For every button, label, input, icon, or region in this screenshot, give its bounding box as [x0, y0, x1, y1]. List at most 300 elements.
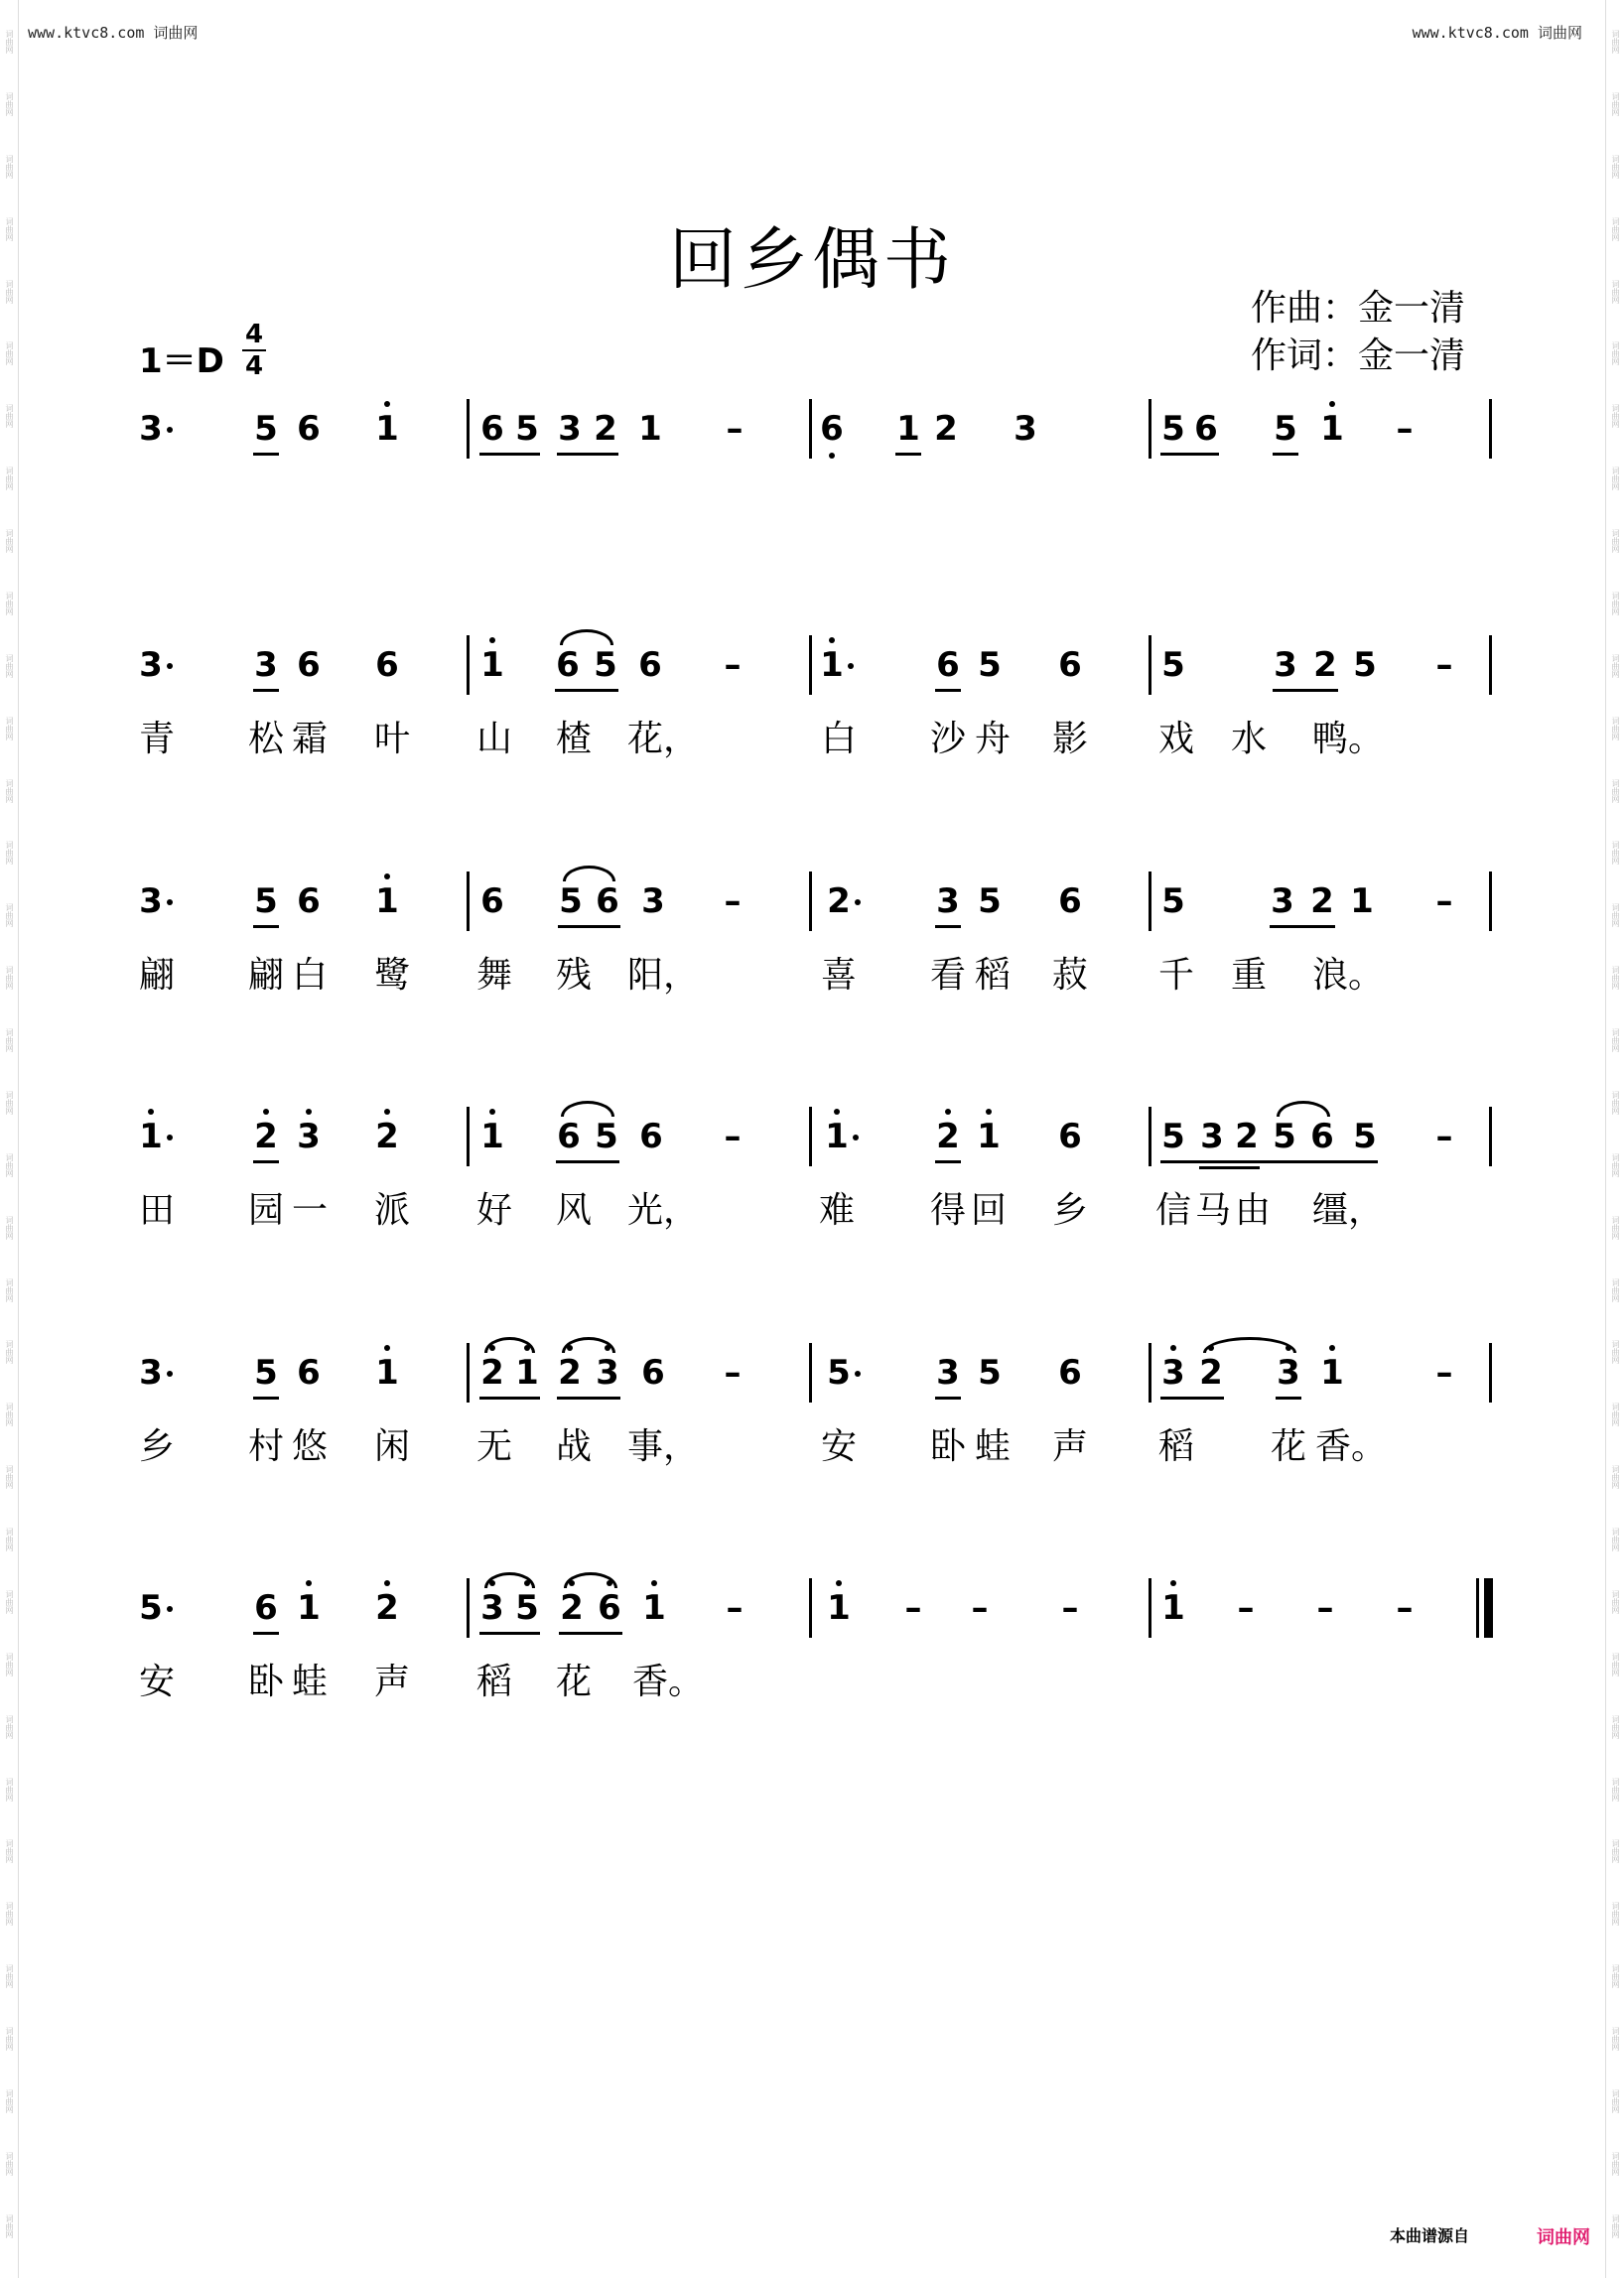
- note: [592, 645, 619, 685]
- watermark-text: 词曲网: [5, 404, 14, 429]
- octave-up-dot: [1170, 1580, 1176, 1586]
- lyric-char: 阳，: [627, 955, 700, 996]
- note-text: 1: [1350, 881, 1374, 921]
- note-text: 3: [139, 881, 163, 921]
- footer-site-logo[interactable]: 词曲网: [1537, 2227, 1590, 2248]
- song-title: 回乡偶书: [668, 221, 955, 300]
- note-text: 6: [820, 409, 844, 449]
- note: [295, 881, 323, 921]
- lyric-char: 无: [475, 1426, 512, 1467]
- watermark-text: 词曲网: [5, 1714, 14, 1739]
- note: [373, 1117, 401, 1156]
- note-text: –: [724, 645, 742, 685]
- octave-up-dot: [986, 1109, 992, 1115]
- note-text: –: [1435, 1117, 1453, 1156]
- note-text: 6: [638, 645, 662, 685]
- lyric-char: 残: [555, 955, 592, 996]
- note-text: 1: [642, 1588, 666, 1628]
- beam-underline: [1273, 453, 1298, 456]
- barline: [467, 1578, 470, 1638]
- note: [1192, 409, 1220, 449]
- note: [1269, 881, 1296, 921]
- watermark-text: 词曲网: [1611, 216, 1620, 241]
- footer-source: 本曲谱源自: [1390, 2226, 1470, 2245]
- note: [1159, 1117, 1187, 1156]
- lyric-char: 楂: [555, 719, 592, 759]
- note-text: 1: [375, 881, 399, 921]
- watermark-text: 词曲网: [1611, 1215, 1620, 1240]
- beam-underline: [558, 925, 620, 928]
- lyric-char: 香。: [1315, 1426, 1388, 1467]
- barline: [467, 1343, 470, 1403]
- note-text: 3: [596, 1353, 619, 1393]
- note: [478, 1117, 506, 1156]
- note-text: 1: [977, 1117, 1001, 1156]
- note-text: 2: [1235, 1117, 1259, 1156]
- note: [1056, 1353, 1084, 1393]
- watermark-text: 词曲网: [1611, 1589, 1620, 1614]
- header-site-left[interactable]: www.ktvc8.com 词曲网: [28, 24, 199, 42]
- note: [932, 409, 960, 449]
- barline: [809, 1578, 812, 1638]
- lyric-char: 霜: [291, 719, 328, 759]
- watermark-text: 词曲网: [1611, 30, 1620, 54]
- lyric-char: 翩: [138, 955, 175, 996]
- octave-up-dot: [1329, 401, 1335, 407]
- watermark-text: 词曲网: [1611, 1340, 1620, 1365]
- barline: [809, 1107, 812, 1166]
- beam-underline: [253, 1397, 279, 1400]
- watermark-text: 词曲网: [1611, 841, 1620, 866]
- dash-note: [1056, 1588, 1084, 1628]
- lyric-char: 看: [929, 955, 966, 996]
- note-text: 1: [375, 409, 399, 449]
- note-text: 2: [560, 1588, 584, 1628]
- lyric-char: 喜: [820, 955, 857, 996]
- score-line: [0, 1588, 1624, 1787]
- note-text: 1: [896, 409, 920, 449]
- dash-note: [1232, 1588, 1260, 1628]
- watermark-text: 词曲网: [1611, 2213, 1620, 2238]
- watermark-text: 词曲网: [5, 1152, 14, 1177]
- lyric-char: 稻: [475, 1662, 512, 1702]
- slur-arc: [1277, 1101, 1330, 1117]
- barline: [1489, 399, 1492, 459]
- octave-up-dot: [384, 1580, 390, 1586]
- note: [593, 1117, 620, 1156]
- note-text: –: [1435, 881, 1453, 921]
- note: [556, 1353, 584, 1393]
- barline: [467, 635, 470, 695]
- note: [976, 881, 1004, 921]
- note-text: 1: [1320, 409, 1344, 449]
- watermark-text: 词曲网: [5, 1090, 14, 1115]
- lyric-char: 菽: [1051, 955, 1088, 996]
- note: [1272, 409, 1299, 449]
- note: [478, 409, 506, 449]
- barline: [1149, 1107, 1151, 1166]
- final-barline: [1484, 1578, 1493, 1638]
- note-text: 2: [480, 1353, 504, 1393]
- lyric-char: 卧: [247, 1662, 284, 1702]
- composer-credit: 作曲：金一清: [1251, 288, 1466, 329]
- lyric-char: 乡: [1051, 1190, 1088, 1231]
- octave-up-dot: [384, 401, 390, 407]
- lyric-char: 舞: [475, 955, 512, 996]
- note: [639, 1353, 667, 1393]
- note-text: 1: [638, 409, 662, 449]
- note: [1351, 1117, 1379, 1156]
- note: [823, 1117, 851, 1156]
- beam-underline: [1160, 1160, 1378, 1163]
- note: [1271, 1117, 1298, 1156]
- note: [555, 1117, 583, 1156]
- dash-note: [899, 1588, 927, 1628]
- barline: [809, 871, 812, 931]
- note-text: 1: [820, 645, 844, 685]
- note: [594, 881, 621, 921]
- lyric-char: 鸭。: [1312, 719, 1385, 759]
- note-text: 6: [297, 1353, 321, 1393]
- beam-underline: [253, 1632, 279, 1635]
- note-text: –: [1061, 1588, 1079, 1628]
- watermark-text: 词曲网: [5, 1277, 14, 1302]
- lyric-char: 悠: [291, 1426, 328, 1467]
- note: [976, 1353, 1004, 1393]
- dash-note: [719, 1353, 746, 1393]
- note: [558, 1588, 586, 1628]
- note-text: 6: [480, 881, 504, 921]
- beam-underline: [935, 1397, 961, 1400]
- beam-underline: [253, 453, 279, 456]
- lyric-char: 声: [1051, 1426, 1088, 1467]
- lyric-char: 沙: [929, 719, 966, 759]
- note-text: 6: [596, 881, 619, 921]
- octave-up-dot: [148, 1109, 154, 1115]
- lyric-char: 难: [818, 1190, 855, 1231]
- note: [1056, 645, 1084, 685]
- note-text: –: [726, 409, 744, 449]
- slur-arc: [564, 1572, 617, 1588]
- lyric-char: 乡: [138, 1426, 175, 1467]
- beam-underline-double: [1199, 1166, 1260, 1169]
- lyric-char: 田: [138, 1190, 175, 1231]
- note-text: 5: [139, 1588, 163, 1628]
- note-text: 5: [254, 409, 278, 449]
- note: [934, 1117, 962, 1156]
- note-text: –: [904, 1588, 922, 1628]
- barline: [1489, 1343, 1492, 1403]
- note-text: 6: [375, 645, 399, 685]
- dash-note: [1311, 1588, 1339, 1628]
- watermark-text: 词曲网: [5, 778, 14, 803]
- note: [1351, 645, 1379, 685]
- lyric-char: 光，: [627, 1190, 700, 1231]
- note: [640, 1588, 668, 1628]
- note: [513, 409, 541, 449]
- note: [513, 1588, 541, 1628]
- note: [1012, 409, 1039, 449]
- note: [137, 1117, 165, 1156]
- watermark-text: 词曲网: [1611, 341, 1620, 366]
- lyric-char: 好: [475, 1190, 512, 1231]
- note-text: 6: [598, 1588, 621, 1628]
- watermark-text: 词曲网: [1611, 529, 1620, 553]
- lyric-char: 信: [1154, 1190, 1191, 1231]
- note: [478, 1588, 506, 1628]
- augmentation-dot: [167, 1135, 173, 1140]
- note: [976, 645, 1004, 685]
- watermark-text: 词曲网: [1611, 1277, 1620, 1302]
- watermark-text: 词曲网: [1611, 1839, 1620, 1864]
- watermark-text: 词曲网: [5, 2213, 14, 2238]
- note: [1159, 881, 1187, 921]
- lyric-char: 由: [1234, 1190, 1271, 1231]
- note-text: 5: [1353, 645, 1377, 685]
- lyric-char: 松: [247, 719, 284, 759]
- beam-underline: [1160, 1397, 1224, 1400]
- barline: [467, 399, 470, 459]
- note: [373, 881, 401, 921]
- note-text: –: [1316, 1588, 1334, 1628]
- note-text: 2: [254, 1117, 278, 1156]
- slur-arc: [561, 1101, 614, 1117]
- note-text: 1: [515, 1353, 539, 1393]
- note-text: –: [1435, 645, 1453, 685]
- lyric-char: 稻: [974, 955, 1011, 996]
- note-text: 5: [827, 1353, 851, 1393]
- dash-note: [1430, 1117, 1458, 1156]
- note: [1198, 1117, 1226, 1156]
- watermark-text: 词曲网: [1611, 1964, 1620, 1989]
- watermark-text: 词曲网: [1611, 91, 1620, 116]
- note-text: 5: [1161, 881, 1185, 921]
- note-text: 5: [515, 409, 539, 449]
- note-text: 6: [639, 1117, 663, 1156]
- watermark-text: 词曲网: [5, 467, 14, 491]
- lyric-char: 园: [247, 1190, 284, 1231]
- lyric-char: 事，: [627, 1426, 700, 1467]
- dash-note: [719, 1117, 746, 1156]
- lyric-char: 一: [291, 1190, 328, 1231]
- barline: [1489, 871, 1492, 931]
- note-text: 1: [139, 1117, 163, 1156]
- note-text: 5: [1161, 409, 1185, 449]
- note: [478, 645, 506, 685]
- note-text: 5: [594, 645, 617, 685]
- note-text: 3: [139, 409, 163, 449]
- augmentation-dot: [167, 1371, 173, 1377]
- watermark-text: 词曲网: [5, 966, 14, 991]
- watermark-text: 词曲网: [1611, 1028, 1620, 1052]
- note: [557, 881, 585, 921]
- header-site-right[interactable]: www.ktvc8.com 词曲网: [1412, 24, 1582, 42]
- note-text: –: [724, 881, 742, 921]
- note: [1056, 1117, 1084, 1156]
- note-text: 2: [558, 1353, 582, 1393]
- note-text: 6: [641, 1353, 665, 1393]
- note-text: 1: [480, 645, 504, 685]
- slur-arc: [484, 1337, 535, 1353]
- note-text: 3: [1274, 645, 1297, 685]
- note-text: 2: [936, 1117, 960, 1156]
- note: [295, 409, 323, 449]
- watermark-text: 词曲网: [5, 841, 14, 866]
- note-text: 1: [1320, 1353, 1344, 1393]
- lyric-char: 得: [929, 1190, 966, 1231]
- lyric-char: 叶: [373, 719, 410, 759]
- note: [373, 1588, 401, 1628]
- lyric-char: 安: [138, 1662, 175, 1702]
- watermark-text: 词曲网: [1611, 903, 1620, 928]
- lyric-char: 白: [291, 955, 328, 996]
- barline: [1149, 635, 1151, 695]
- note-text: 5: [1161, 645, 1185, 685]
- lyric-char: 村: [247, 1426, 284, 1467]
- note-text: 1: [1161, 1588, 1185, 1628]
- watermark-text: 词曲网: [5, 2151, 14, 2176]
- beam-underline: [557, 453, 618, 456]
- note: [373, 1353, 401, 1393]
- lyric-char: 水: [1230, 719, 1267, 759]
- note: [137, 1353, 165, 1393]
- lyric-char: 白: [820, 719, 857, 759]
- augmentation-dot: [853, 1135, 859, 1140]
- octave-up-dot: [263, 1109, 269, 1115]
- note: [513, 1353, 541, 1393]
- note-text: –: [971, 1588, 989, 1628]
- watermark-text: 词曲网: [5, 1215, 14, 1240]
- watermark-text: 词曲网: [5, 653, 14, 678]
- note-text: –: [726, 1588, 744, 1628]
- lyric-char: 缰，: [1312, 1190, 1385, 1231]
- watermark-text: 词曲网: [1611, 966, 1620, 991]
- octave-up-dot: [651, 1580, 657, 1586]
- dash-note: [966, 1588, 994, 1628]
- barline: [1149, 399, 1151, 459]
- watermark-text: 词曲网: [1611, 2088, 1620, 2113]
- note: [1159, 409, 1187, 449]
- watermark-text: 词曲网: [5, 591, 14, 615]
- note-text: 6: [297, 881, 321, 921]
- lyric-char: 风: [555, 1190, 592, 1231]
- slur-arc: [1203, 1337, 1296, 1353]
- note: [639, 881, 667, 921]
- note-text: 2: [1313, 645, 1337, 685]
- lyric-char: 花: [555, 1662, 592, 1702]
- note-text: –: [1237, 1588, 1255, 1628]
- note-text: 2: [934, 409, 958, 449]
- lyricist-credit: 作词：金一清: [1251, 335, 1466, 376]
- watermark-text: 词曲网: [5, 903, 14, 928]
- dash-note: [719, 881, 746, 921]
- note: [636, 645, 664, 685]
- score-line: [0, 645, 1624, 844]
- watermark-text: 词曲网: [1611, 653, 1620, 678]
- beam-underline: [895, 453, 921, 456]
- beam-underline: [253, 925, 279, 928]
- note-text: 3: [641, 881, 665, 921]
- final-barline-thin: [1476, 1578, 1479, 1638]
- lyric-char: 花，: [627, 719, 700, 759]
- barline: [809, 1343, 812, 1403]
- slur-arc: [563, 866, 615, 881]
- note-text: –: [724, 1353, 742, 1393]
- lyric-char: 舟: [974, 719, 1011, 759]
- note-text: 3: [1200, 1117, 1224, 1156]
- note: [975, 1117, 1003, 1156]
- note-text: 3: [936, 1353, 960, 1393]
- augmentation-dot: [167, 899, 173, 905]
- watermark-text: 词曲网: [1611, 279, 1620, 304]
- note: [478, 1353, 506, 1393]
- note-text: 2: [594, 409, 617, 449]
- note-text: 3: [139, 645, 163, 685]
- watermark-text: 词曲网: [5, 1964, 14, 1989]
- note: [1159, 1588, 1187, 1628]
- note: [137, 645, 165, 685]
- note: [934, 881, 962, 921]
- note: [252, 409, 280, 449]
- watermark-text: 词曲网: [5, 1777, 14, 1802]
- watermark-text: 词曲网: [5, 1839, 14, 1864]
- lyric-char: 青: [138, 719, 175, 759]
- note: [295, 645, 323, 685]
- score-line: [0, 1353, 1624, 1551]
- dash-note: [1430, 1353, 1458, 1393]
- octave-up-dot: [945, 1109, 951, 1115]
- note-text: 1: [297, 1588, 321, 1628]
- watermark-text: 词曲网: [1611, 1528, 1620, 1551]
- barline: [1149, 1343, 1151, 1403]
- beam-underline: [479, 1397, 540, 1400]
- note: [825, 881, 853, 921]
- beam-underline: [253, 1160, 279, 1163]
- augmentation-dot: [855, 899, 861, 905]
- watermark-text: 词曲网: [5, 2027, 14, 2051]
- beam-underline: [479, 1632, 540, 1635]
- lyric-char: 蛙: [974, 1426, 1011, 1467]
- lyric-char: 派: [373, 1190, 410, 1231]
- note-text: 5: [1274, 409, 1297, 449]
- note-text: 5: [254, 881, 278, 921]
- note: [137, 881, 165, 921]
- octave-up-dot: [836, 1580, 842, 1586]
- note-text: 2: [375, 1117, 399, 1156]
- dash-note: [1391, 409, 1419, 449]
- watermark-text: 词曲网: [1611, 467, 1620, 491]
- score-line: [0, 881, 1624, 1080]
- lyric-char: 卧: [929, 1426, 966, 1467]
- note: [934, 645, 962, 685]
- dash-note: [721, 409, 748, 449]
- note: [1311, 645, 1339, 685]
- lyric-char: 香。: [632, 1662, 705, 1702]
- lyric-char: 山: [475, 719, 512, 759]
- octave-up-dot: [306, 1109, 312, 1115]
- watermark-text: 词曲网: [1611, 591, 1620, 615]
- watermark-text: 词曲网: [1611, 1652, 1620, 1676]
- barline: [1149, 1578, 1151, 1638]
- note-text: 3: [558, 409, 582, 449]
- watermark-text: 词曲网: [1611, 404, 1620, 429]
- note: [637, 1117, 665, 1156]
- note-text: 5: [978, 1353, 1002, 1393]
- note: [825, 1353, 853, 1393]
- beam-underline: [935, 689, 961, 692]
- watermark-text: 词曲网: [5, 341, 14, 366]
- score-line: [0, 1117, 1624, 1315]
